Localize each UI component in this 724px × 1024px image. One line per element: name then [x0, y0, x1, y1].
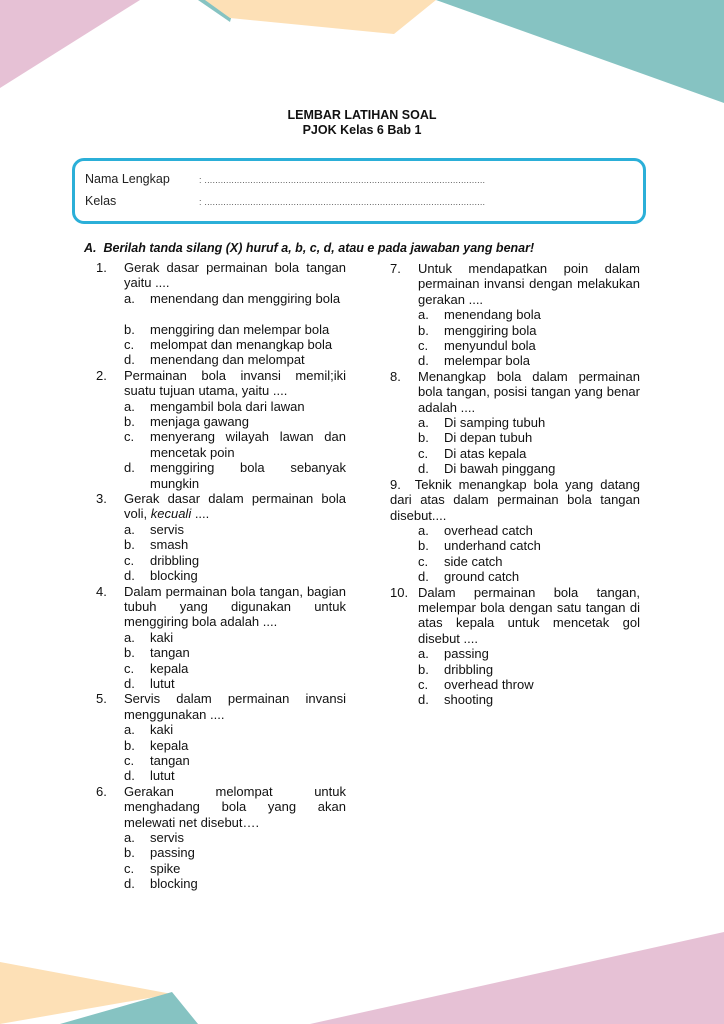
option-letter: c. [418, 676, 429, 692]
option-10a[interactable] [390, 646, 640, 661]
option-letter: d. [124, 768, 135, 784]
option-1b[interactable] [96, 322, 346, 337]
section-instruction [84, 241, 534, 255]
option-text: servis [150, 521, 184, 537]
option-text: kaki [150, 722, 174, 738]
option-4a[interactable] [96, 630, 346, 645]
option-letter: a. [124, 290, 135, 306]
option-letter: d. [124, 568, 135, 584]
option-text: kepala [150, 737, 189, 753]
option-10b[interactable] [390, 662, 640, 677]
option-9d[interactable] [390, 569, 640, 584]
question-text [124, 491, 346, 522]
teal-shape-bottom-left [60, 992, 198, 1024]
option-text: melompat dan menangkap bola [150, 337, 333, 353]
option-letter: c. [124, 429, 135, 445]
option-text: blocking [150, 876, 198, 892]
question-text: Dalam permainan bola tangan, bagian tubuh yang digunakan untuk menggiring bola adalah .... [124, 583, 346, 630]
option-1d[interactable] [96, 352, 346, 367]
option-text: side catch [444, 553, 503, 569]
option-10c[interactable] [390, 677, 640, 692]
option-text: kepala [150, 660, 189, 676]
option-text: menyundul bola [444, 338, 536, 354]
option-letter: b. [418, 661, 429, 677]
question-number: 10. [390, 584, 409, 600]
option-2b[interactable] [96, 414, 346, 429]
option-letter: c. [124, 337, 135, 353]
option-7a[interactable] [390, 307, 640, 322]
question-text-part: Gerak dasar dalam permainan bola voli, [124, 491, 346, 522]
question-number: 4. [96, 583, 107, 599]
option-letter: b. [124, 737, 135, 753]
question-10 [390, 585, 640, 647]
option-letter: b. [124, 645, 135, 661]
option-text: tangan [150, 752, 190, 768]
option-3a[interactable] [96, 522, 346, 537]
question-emphasis: kecuali [150, 506, 192, 522]
option-2a[interactable] [96, 399, 346, 414]
option-letter: c. [124, 752, 135, 768]
question-text-part: .... [191, 506, 210, 522]
option-letter: b. [124, 414, 135, 430]
option-letter: a. [124, 722, 135, 738]
option-text: ground catch [444, 569, 520, 585]
option-text: dribbling [150, 552, 200, 568]
option-text: smash [150, 537, 189, 553]
option-8a[interactable] [390, 415, 640, 430]
question-4 [96, 584, 346, 630]
option-5d[interactable] [96, 768, 346, 783]
question-text: Gerakan melompat untuk menghadang bola yang akan melewati net disebut…. [124, 783, 346, 830]
question-number: 1. [96, 260, 107, 275]
name-label: Nama Lengkap [85, 172, 170, 186]
option-text: menggiring bola sebanyak mungkin [150, 460, 346, 491]
question-number: 9. [390, 476, 401, 492]
section-letter: A. [84, 241, 97, 255]
option-5c[interactable] [96, 753, 346, 768]
peach-shape-bottom-left [0, 962, 172, 1024]
option-letter: a. [418, 415, 429, 431]
option-text: Di atas kepala [444, 445, 527, 461]
option-text: blocking [150, 568, 198, 584]
option-3b[interactable] [96, 537, 346, 552]
option-6b[interactable] [96, 845, 346, 860]
option-8d[interactable] [390, 461, 640, 476]
option-letter: a. [124, 521, 135, 537]
class-field[interactable] [85, 194, 485, 208]
option-letter: a. [418, 646, 429, 662]
option-text: underhand catch [444, 538, 541, 554]
instruction-text: Berilah tanda silang (X) huruf a, b, c, d, atau e pada jawaban yang benar! [103, 241, 535, 255]
option-text: overhead catch [444, 522, 533, 538]
option-letter: d. [124, 876, 135, 892]
option-letter: d. [418, 353, 429, 369]
question-2 [96, 368, 346, 399]
option-letter: b. [124, 321, 135, 337]
option-text: menendang bola [444, 307, 541, 323]
option-3c[interactable] [96, 553, 346, 568]
option-9b[interactable] [390, 538, 640, 553]
option-text: menendang dan melompat [150, 352, 305, 368]
question-number: 2. [96, 367, 107, 383]
option-text: shooting [444, 692, 494, 708]
option-4d[interactable] [96, 676, 346, 691]
option-text: spike [150, 860, 181, 876]
option-3d[interactable] [96, 568, 346, 583]
question-text: Servis dalam permainan invansi menggunakan .... [124, 691, 346, 722]
option-9c[interactable] [390, 554, 640, 569]
option-letter: c. [418, 338, 429, 354]
pink-shape-bottom-right [310, 932, 724, 1024]
option-text: lutut [150, 768, 175, 784]
option-8c[interactable] [390, 446, 640, 461]
option-text: menggiring dan melempar bola [150, 321, 330, 337]
question-number: 3. [96, 491, 107, 507]
option-6c[interactable] [96, 861, 346, 876]
option-letter: b. [418, 538, 429, 554]
option-9a[interactable] [390, 523, 640, 538]
option-text: mengambil bola dari lawan [150, 398, 305, 414]
class-blank[interactable]: : ........................................................................................................ [199, 197, 486, 207]
pink-corner-shape-top-left [0, 0, 140, 88]
option-letter: c. [124, 660, 135, 676]
name-field[interactable] [85, 172, 485, 186]
option-text: melempar bola [444, 353, 530, 369]
question-1 [96, 260, 346, 291]
question-5 [96, 691, 346, 722]
option-5b[interactable] [96, 738, 346, 753]
question-text: Untuk mendapatkan poin dalam permainan invansi dengan melakukan gerakan .... [418, 261, 640, 307]
question-number: 7. [390, 261, 401, 276]
option-4c[interactable] [96, 661, 346, 676]
option-letter: a. [124, 398, 135, 414]
option-letter: d. [418, 569, 429, 585]
question-text: Gerak dasar permainan bola tangan yaitu .... [124, 260, 346, 291]
name-blank[interactable]: : ........................................................................................................ [199, 175, 486, 185]
question-column-right [390, 261, 640, 708]
option-letter: c. [124, 860, 135, 876]
option-letter: b. [124, 845, 135, 861]
option-text: kaki [150, 629, 174, 645]
option-letter: a. [418, 307, 429, 323]
question-text: Dalam permainan bola tangan, melempar bola dengan satu tangan di atas kepala untuk mencetak gol disebut .... [418, 584, 640, 646]
question-text: Teknik menangkap bola yang datang dari atas dalam permainan bola tangan disebut.... [390, 476, 640, 523]
question-column-left [96, 260, 346, 892]
option-text: Di depan tubuh [444, 430, 533, 446]
option-text: Di bawah pinggang [444, 461, 556, 477]
option-letter: c. [124, 552, 135, 568]
option-7b[interactable] [390, 323, 640, 338]
option-2c[interactable] [96, 429, 346, 460]
option-text: lutut [150, 675, 175, 691]
option-4b[interactable] [96, 645, 346, 660]
question-number: 6. [96, 783, 107, 799]
option-2d[interactable] [96, 460, 346, 491]
peach-shape-top [205, 0, 436, 34]
option-6d[interactable] [96, 876, 346, 891]
question-3 [96, 491, 346, 522]
teal-shape-top-right [436, 0, 724, 103]
option-letter: c. [418, 553, 429, 569]
question-9 [390, 477, 640, 523]
option-1a[interactable] [96, 291, 346, 306]
question-6 [96, 784, 346, 830]
option-letter: b. [124, 537, 135, 553]
option-text: Di samping tubuh [444, 415, 546, 431]
option-letter: d. [124, 460, 135, 476]
option-6a[interactable] [96, 830, 346, 845]
teal-sliver-shape-top [198, 0, 236, 22]
option-text: overhead throw [444, 676, 534, 692]
option-letter: b. [418, 430, 429, 446]
option-letter: a. [418, 522, 429, 538]
option-text: menyerang wilayah lawan dan mencetak poin [150, 429, 346, 460]
option-text: tangan [150, 645, 190, 661]
option-10d[interactable] [390, 692, 640, 707]
question-text: Menangkap bola dalam permainan bola tangan, posisi tangan yang benar adalah .... [418, 368, 640, 415]
option-text: servis [150, 830, 184, 846]
option-letter: d. [124, 675, 135, 691]
page-title: LEMBAR LATIHAN SOAL [287, 108, 437, 122]
student-identity-box [72, 158, 646, 224]
option-text: passing [444, 646, 489, 662]
class-label: Kelas [85, 194, 117, 208]
question-7 [390, 261, 640, 307]
question-text: Permainan bola invansi memil;iki suatu tujuan utama, yaitu .... [124, 367, 346, 399]
option-1c[interactable] [96, 337, 346, 352]
question-8 [390, 369, 640, 415]
option-letter: d. [124, 352, 135, 368]
option-7c[interactable] [390, 338, 640, 353]
option-text: menendang dan menggiring bola [150, 290, 341, 306]
option-letter: a. [124, 629, 135, 645]
option-letter: d. [418, 461, 429, 477]
option-text: menggiring bola [444, 322, 537, 338]
option-7d[interactable] [390, 353, 640, 368]
option-letter: c. [418, 445, 429, 461]
question-number: 8. [390, 368, 401, 384]
option-text: dribbling [444, 661, 494, 677]
option-text: passing [150, 845, 195, 861]
option-8b[interactable] [390, 430, 640, 445]
option-letter: a. [124, 830, 135, 846]
page-subtitle: PJOK Kelas 6 Bab 1 [302, 123, 422, 137]
option-letter: d. [418, 692, 429, 708]
option-text: menjaga gawang [150, 414, 250, 430]
page-heading [0, 108, 724, 138]
option-5a[interactable] [96, 722, 346, 737]
question-number: 5. [96, 691, 107, 707]
option-letter: b. [418, 322, 429, 338]
